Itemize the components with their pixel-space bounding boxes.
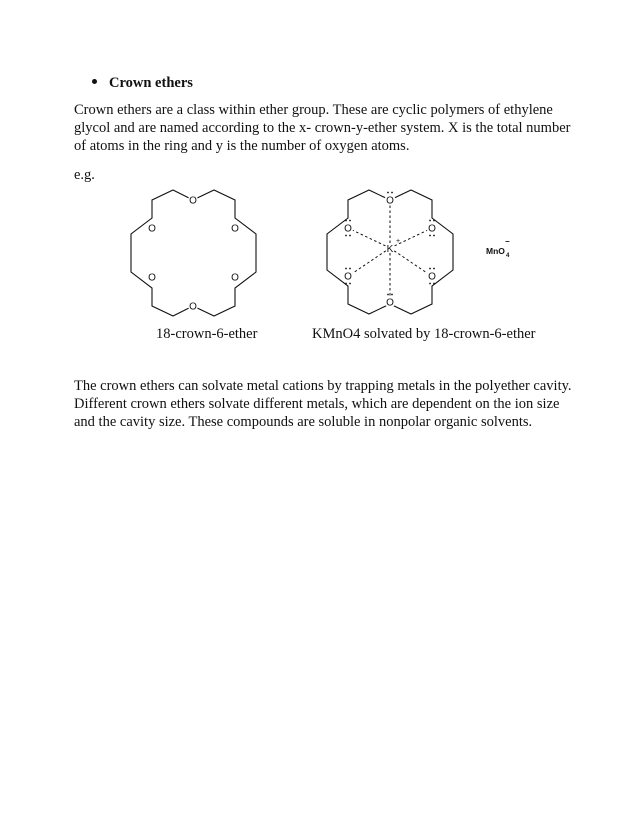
solvation-paragraph: The crown ethers can solvate metal cations by trapping metals in the polyether cavity. Different crown ethers solvate different metals, which are dependent on the ion size and the cavity size. These compounds are soluble in nonpolar organic solvents. bbox=[74, 378, 572, 431]
svg-text:O: O bbox=[148, 223, 156, 235]
oxygen-atom bbox=[188, 301, 198, 313]
coordination-bond bbox=[390, 248, 430, 275]
oxygen-atom bbox=[147, 223, 157, 235]
svg-text:O: O bbox=[189, 301, 197, 313]
crown-ether-structure bbox=[131, 190, 256, 316]
svg-text:O: O bbox=[231, 223, 239, 235]
oxygen-atom bbox=[343, 220, 354, 237]
crown-ether-caption: 18-crown-6-ether bbox=[156, 326, 258, 342]
svg-text:−: − bbox=[505, 237, 510, 246]
svg-text:O: O bbox=[386, 195, 394, 207]
oxygen-atom bbox=[188, 195, 198, 207]
oxygen-atom bbox=[147, 272, 157, 284]
svg-text:O: O bbox=[386, 297, 394, 309]
intro-paragraph: Crown ethers are a class within ether group. These are cyclic polymers of ethylene glycol and are named according to the x- crown-y-ether system. X is the total number of atoms in the ring and y is the number of oxygen atoms. bbox=[74, 102, 571, 155]
svg-text:O: O bbox=[428, 271, 436, 283]
oxygen-atom bbox=[427, 220, 438, 237]
crown-ring bbox=[131, 190, 256, 316]
oxygen-atom bbox=[343, 268, 354, 285]
oxygen-atom bbox=[230, 223, 240, 235]
svg-text:O: O bbox=[344, 271, 352, 283]
svg-text:4: 4 bbox=[506, 253, 510, 259]
svg-text:O: O bbox=[231, 272, 239, 284]
svg-text:O: O bbox=[148, 272, 156, 284]
svg-text:O: O bbox=[189, 195, 197, 207]
svg-text:O: O bbox=[428, 223, 436, 235]
solvated-complex-structure bbox=[327, 190, 510, 314]
solvated-complex-caption: KMnO4 solvated by 18-crown-6-ether bbox=[312, 326, 536, 342]
coordination-bond bbox=[350, 229, 390, 248]
potassium-cation bbox=[385, 238, 400, 255]
section-heading-text: Crown ethers bbox=[109, 75, 193, 91]
svg-text:MnO: MnO bbox=[486, 246, 505, 256]
oxygen-atom bbox=[385, 192, 396, 207]
coordination-bond bbox=[350, 248, 390, 275]
svg-text:O: O bbox=[344, 223, 352, 235]
svg-text:+: + bbox=[396, 238, 401, 245]
oxygen-atom bbox=[385, 294, 396, 309]
example-label: e.g. bbox=[74, 167, 95, 183]
svg-text:K: K bbox=[386, 244, 394, 255]
oxygen-atom bbox=[230, 272, 240, 284]
permanganate-anion bbox=[486, 237, 510, 259]
oxygen-atom bbox=[427, 268, 438, 285]
